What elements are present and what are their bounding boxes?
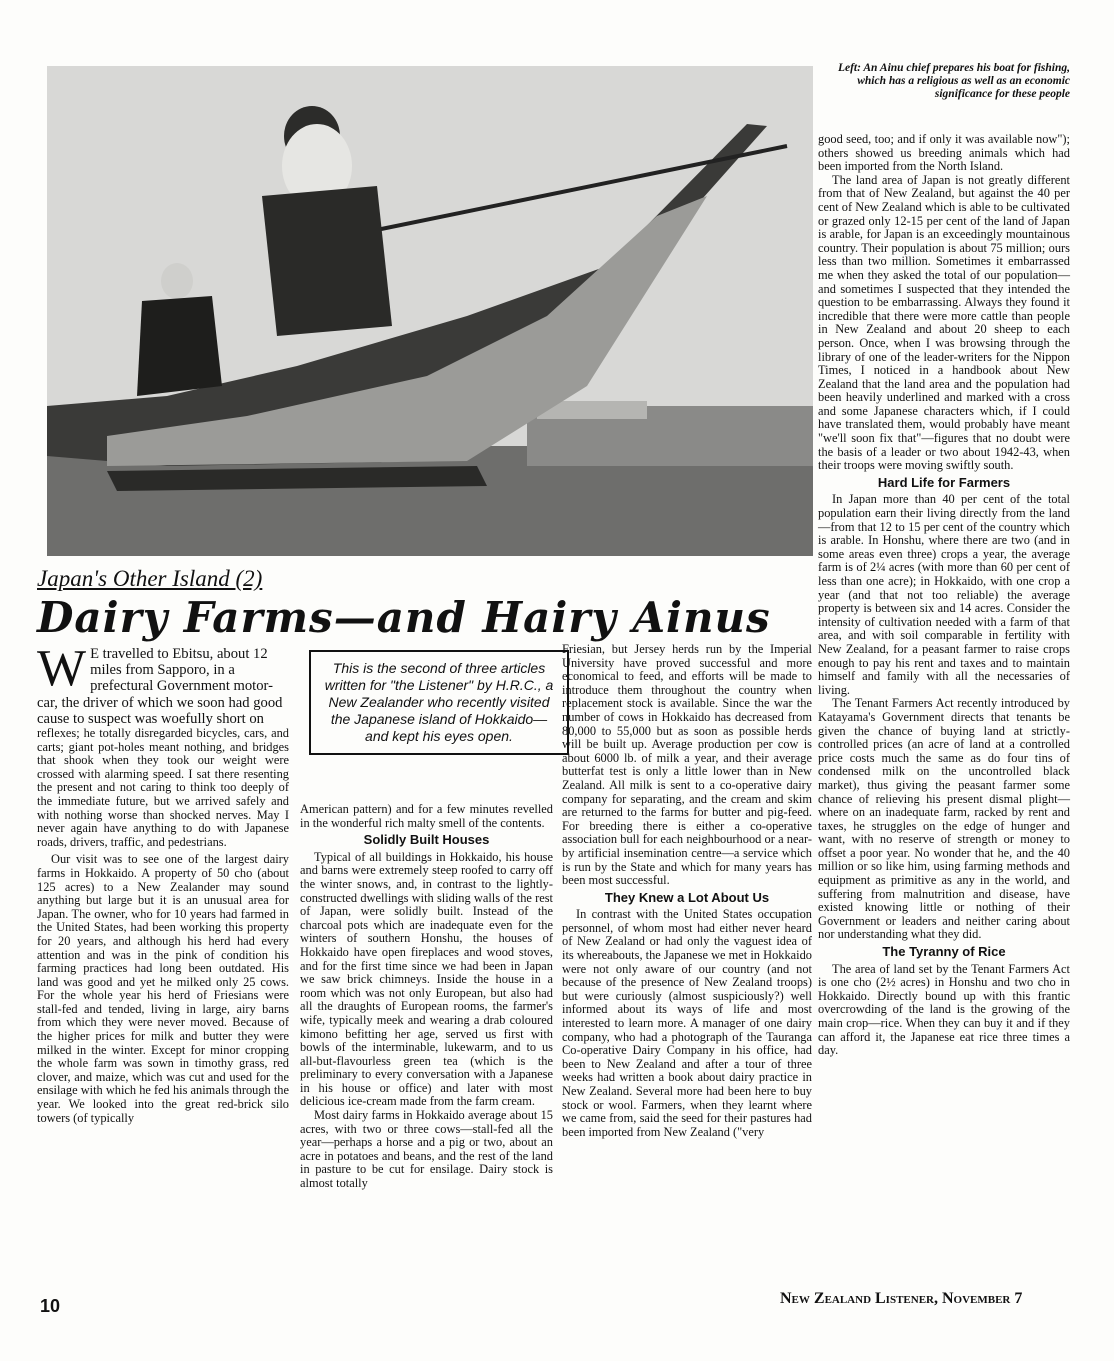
paragraph: The area of land set by the Tenant Farmers Act is one cho (2½ acres) in Honshu and two cho in Hokkaido. Directly bound up with this frantic overcrowding of the land is the growing of the main crop—rice. When they can buy it and if they can afford it, the Japanese eat rice three times a day. [818,961,1070,1058]
headline: Dairy Farms—and Hairy Ainus [37,593,771,642]
paragraph: Our visit was to see one of the largest dairy farms in Hokkaido. A property of 50 cho (about 125 acres) to a New Zealander may sound anything but large but it is an unusual area for Japan. The owner, who for 10 years had farmed in the United States, had been working this property for 20 years, and although his herd had every attention and was in the pink of condition his farming practices had long been outdated. His land was good and yet he milked only 25 cows. For the whole year his herd of Friesians were stall-fed and tended, living in large, airy barns from which they were never moved. Because of the higher prices for milk and butter they were milked in the winter. Except for minor cropping the whole farm was sown in timothy grass, red clover, and maize, which was cut and used for the ensilage with which he fed his animals through the year. We looked into the great red-brick silo towers (of typically [37,852,289,1125]
series-note-box [309,650,569,755]
lead-paragraph [37,640,289,727]
series-note-text: This is the second of three articles written for "the Listener" by H.R.C., a New Zealander who recently visited the Japanese island of Hokkaido—and kept his eyes open. [324,660,554,744]
paragraph: American pattern) and for a few minutes revelled in the wonderful rich malty smell of the contents. [300,802,553,830]
paragraph: Most dairy farms in Hokkaido average about 15 acres, with two or three cows—stall-fed all the year—perhaps a horse and a pig or two, about an acre in potatoes and beans, and the rest of the land in pasture to be cut for ensilage. Dairy stock is almost totally [300,1108,553,1191]
lead-text: E travelled to Ebitsu, about 12 miles from Sapporo, in a prefectural Government motor-car, the driver of which we soon had good cause to suspect was woefully short on [37,646,283,727]
photo-illustration [47,66,813,556]
column-2 [300,803,553,1191]
section-heading: Hard Life for Farmers [877,474,1011,490]
paragraph: reflexes; he totally disregarded bicycles, cars, and carts; giant pot-holes meant nothing, and bridges that shook when they took our weight were crossed with alarming speed. I sat there resenting the present and not caring to think too deeply of the immediate future, but we arrived safely and with nothing worse than shocked nerves. May I never again have anything to do with Japanese roads, drivers, traffic, and pedestrians. [37,726,289,849]
ainu-boat-photo [47,66,813,556]
publication-line: New Zealand Listener, November 7 [780,1290,1023,1307]
page-number: 10 [40,1296,61,1316]
paragraph: Typical of all buildings in Hokkaido, his house and barns were extremely steep roofed to carry off the winter snows, and, in contrast to the lightly-constructed dwellings with sliding walls of the rest of Japan, were solidly built. Instead of the charcoal pots which are inadequate even for the winters of southern Honshu, the houses of Hokkaido have open fireplaces and wood stoves, and for the first time since we had been in Japan we saw brick chimneys. Inside the house in a room which was not only European, but also had all the draughts of European rooms, the farmer's wife, typically meek and wearing a drab coloured kimono befitting her age, served us first with bowls of the interminable, lukewarm, and to us all-but-flavourless green tea (which is the preliminary to every conversation with a Japanese in his house or office) and later with most delicious ice-cream made from the farm cream. [300,849,553,1109]
section-heading: The Tyranny of Rice [882,944,1006,960]
section-heading: They Knew a Lot About Us [604,889,770,905]
paragraph: The Tenant Farmers Act recently introduced by Katayama's Government directs that tenants be given the chance of buying land at strictly-controlled prices (an acre of land at a controlled price costs much the same as do four tins of condensed milk on the uncontrolled black market), thus giving the peasant farmer some chance of relieving his present dismal plight—where on an inadequate farm, racked by rent and taxes, he struggles on the edge of hunger and want, with no reserve of strength or money to offset a poor year. No wonder that he, and the 40 million or so like him, using farming methods and equipment as primitive as any in the world, and suffering from malnutrition and disease, have existed knowing little or nothing of their Government or leaders and neither caring about nor understanding what they did. [818,696,1070,942]
column-4 [818,133,1070,1058]
series-kicker: Japan's Other Island (2) [37,566,263,591]
paragraph: Friesian, but Jersey herds run by the Imperial University have proved successful and more economical to feed, and efforts will be made to introduce them throughout the country when replacement stock is available. Since the war the number of cows in Hokkaido has decreased from 80,000 to 55,000 but as soon as possible herds will be built up. Average production per cow is about 6000 lb. of milk a year, and their average butterfat test is only a little lower than in New Zealand. All milk is sent to a co-operative dairy company for separating, and the cream and skim are returned to the farms for butter and pig-feed. For breeding there is either a co-operative association bull for each neighbourhood or a near-by artificial insemination centre—a service which is run by the State and which for many years has been most successful. [562,642,812,888]
column-3 [562,643,812,1139]
section-heading: Solidly Built Houses [363,832,490,848]
photo-caption [818,62,1070,101]
paragraph: The land area of Japan is not greatly different from that of New Zealand, but against the 40 per cent of New Zealand which is able to be cultivated or grazed only 12-15 per cent of the land of Japan is arable, for Japan is an exceedingly mountainous country. Their population is about 75 million; ours less than two million. Sometimes it embarrassed me when they asked the total of our population—and sometimes I suspected that they intended the question to be embarrassing. Always they found it incredible that there were more cattle than people in New Zealand and about 20 sheep to each person. Once, when I was browsing through the library of one of the leader-writers for the Nippon Times, I noticed in a handbook about New Zealand that the land area and the population had been heavily underlined and marked with a cross and some Japanese characters which, if I could have translated them, would probably have meant "we'll soon fix that"—figures that no doubt were the basis of a leader or two about 1942-43, when their troops were moving swiftly south. [818,172,1070,473]
paragraph: In contrast with the United States occupation personnel, of whom most had either never heard of New Zealand or had only the vaguest idea of its whereabouts, the Japanese we met in Hokkaido were not only aware of our country (and not because of the presence of New Zealand troops) but were curiously (almost suspiciously?) well informed about its ways of life and most interested to learn more. A manager of one dairy company, who had a photograph of the Tauranga Co-operative Dairy Company in his office, had been to New Zealand and after a tour of three weeks had written a book about dairy practice in New Zealand. Several more had been here to buy stock or wool. Farmers, when they learnt where we came from, said the seed for their pastures had been imported from New Zealand ("very [562,907,812,1139]
paragraph: In Japan more than 40 per cent of the total population earn their living directly from the land—from that 12 to 15 per cent of the country which is arable. In Honshu, where there are two (and in some areas even three) crops a year, the average farm is of 2¼ acres (with more than 60 per cent of less than one acre); in Hokkaido, with one crop a year (and that not too reliable) the average property is between six and 14 acres. Consider the intensity of cultivation needed with a farm of that area, and with soil comparable in fertility with New Zealand, for a peasant farmer to raise crops enough to pay his rent and taxes and to maintain himself and family with all the necessaries of living. [818,492,1070,697]
drop-cap: W [37,640,87,697]
caption-text: Left: An Ainu chief prepares his boat for fishing, which has a religious as well as an economic significance for these people [837,62,1070,100]
paragraph: good seed, too; and if only it was available now"); others showed us breeding animals which had been imported from the North Island. [818,132,1070,174]
column-1 [37,640,289,1125]
